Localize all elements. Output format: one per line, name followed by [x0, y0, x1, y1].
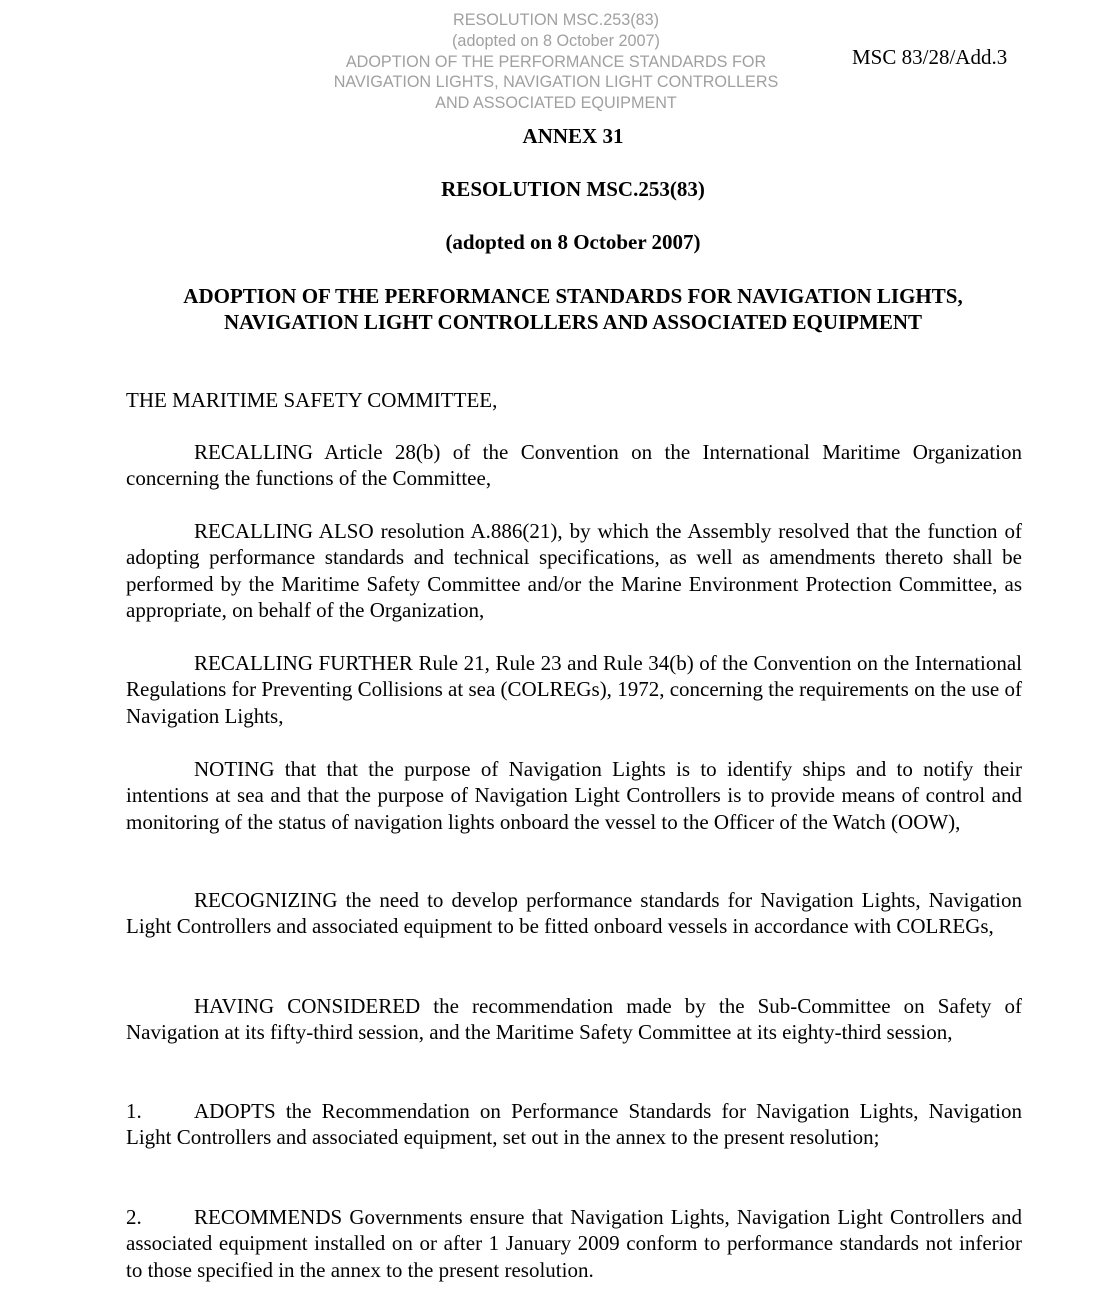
operative-paragraph	[126, 1098, 1022, 1151]
paragraph-number: 1.	[126, 1099, 142, 1123]
preamble-paragraph	[126, 756, 1022, 835]
running-header-line: (adopted on 8 October 2007)	[452, 31, 660, 50]
paragraph-text: ADOPTS the Recommendation on Performance Standards for Navigation Lights, Navigation Light Controllers and associated equipment, set out in the annex to the present resolution;	[126, 1099, 1022, 1150]
subject-line: NAVIGATION LIGHT CONTROLLERS AND ASSOCIATED EQUIPMENT	[223, 310, 922, 334]
paragraph-text: RECALLING FURTHER Rule 21, Rule 23 and Rule 34(b) of the Convention on the International Regulations for Preventing Collisions at sea (COLREGs), 1972, concerning the requirements on the use of Navigation Lights,	[126, 651, 1022, 728]
annex-heading: ANNEX 31	[522, 124, 624, 148]
operative-paragraph	[126, 1204, 1022, 1283]
running-header-line: NAVIGATION LIGHTS, NAVIGATION LIGHT CONTROLLERS	[333, 73, 779, 92]
paragraph-number: 2.	[126, 1205, 142, 1229]
subject-line: ADOPTION OF THE PERFORMANCE STANDARDS FOR NAVIGATION LIGHTS,	[183, 284, 963, 308]
paragraph-text: NOTING that that the purpose of Navigation Lights is to identify ships and to notify their intentions at sea and that the purpose of Navigation Light Controllers is to provide means of control and monitoring of the status of navigation lights onboard the vessel to the Officer of the Watch (OOW),	[126, 757, 1022, 834]
preamble-paragraph	[126, 650, 1022, 729]
resolution-number: RESOLUTION MSC.253(83)	[441, 177, 705, 201]
document-reference: MSC 83/28/Add.3	[852, 45, 1008, 69]
paragraph-text: RECOMMENDS Governments ensure that Navigation Lights, Navigation Light Controllers and associated equipment installed on or after 1 January 2009 conform to performance standards not inferior to those specified in the annex to the present resolution.	[126, 1205, 1022, 1282]
preamble-paragraph	[126, 518, 1022, 623]
addressee: THE MARITIME SAFETY COMMITTEE,	[126, 388, 498, 412]
preamble-paragraph	[126, 993, 1022, 1046]
adoption-date: (adopted on 8 October 2007)	[445, 230, 701, 254]
running-header-line: ADOPTION OF THE PERFORMANCE STANDARDS FOR	[345, 52, 767, 71]
running-header-line: AND ASSOCIATED EQUIPMENT	[435, 94, 677, 113]
paragraph-text: RECOGNIZING the need to develop performance standards for Navigation Lights, Navigation Light Controllers and associated equipment to be fitted onboard vessels in accordance with COLREGs,	[126, 888, 1022, 939]
running-header	[300, 10, 812, 114]
preamble-paragraph	[126, 439, 1022, 492]
paragraph-text: RECALLING Article 28(b) of the Convention on the International Maritime Organization concerning the functions of the Committee,	[126, 440, 1022, 491]
running-header-line: RESOLUTION MSC.253(83)	[453, 11, 659, 29]
paragraph-text: RECALLING ALSO resolution A.886(21), by which the Assembly resolved that the function of adopting performance standards and technical specifications, as well as amendments thereto shall be performed by the Maritime Safety Committee and/or the Marine Environment Protection Committee, as appropriate, on behalf of the Organization,	[126, 519, 1022, 622]
preamble-paragraph	[126, 887, 1022, 940]
paragraph-text: HAVING CONSIDERED the recommendation made by the Sub-Committee on Safety of Navigation at its fifty-third session, and the Maritime Safety Committee at its eighty-third session,	[126, 994, 1022, 1045]
resolution-subject	[100, 283, 1046, 335]
